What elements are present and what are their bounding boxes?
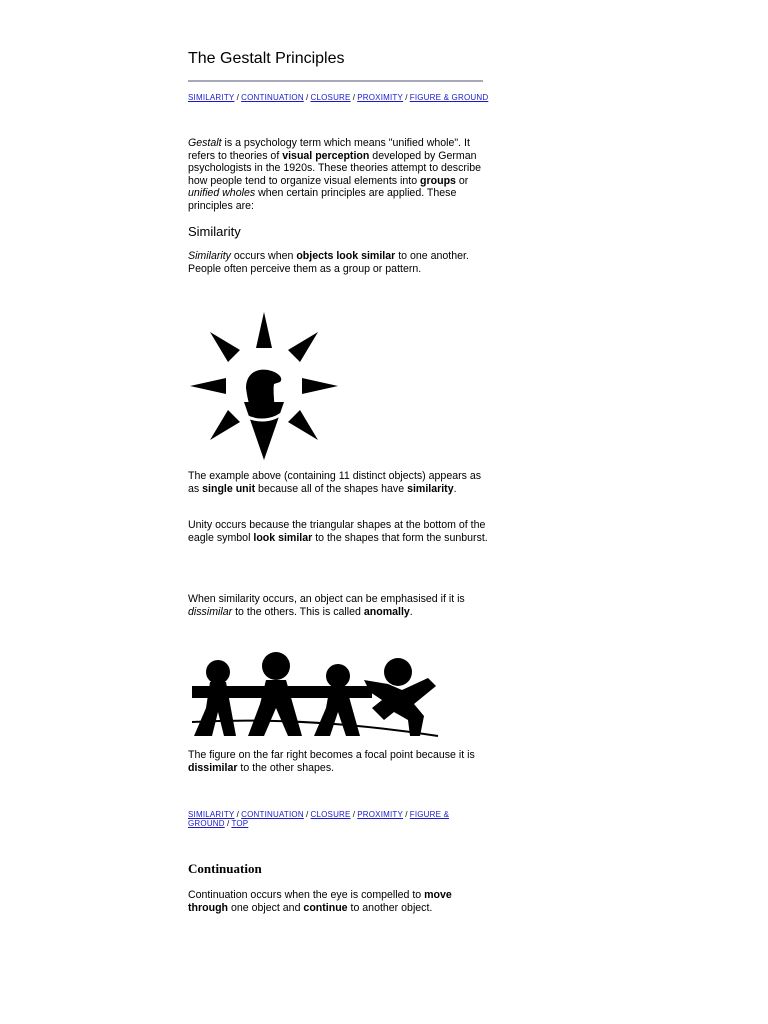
nav-link-figure-ground[interactable]: FIGURE & GROUND [188,810,450,828]
similarity-paragraph-4: When similarity occurs, an object can be emphasised if it is dissimilar to the others. This is called anomally. [188,593,465,618]
eagle-sunburst-image [188,310,340,462]
nav-link-continuation[interactable]: CONTINUATION [241,93,304,102]
nav-link-top[interactable]: TOP [231,819,249,828]
heading-similarity: Similarity [188,224,241,239]
nav-link-figure-ground[interactable]: FIGURE & GROUND [409,93,489,102]
heading-continuation: Continuation [188,861,262,876]
similarity-paragraph-1: Similarity occurs when objects look similar to one another. People often perceive them as a group or pattern. [188,250,469,275]
section-nav-top: SIMILARITY / CONTINUATION / CLOSURE / PROXIMITY / FIGURE & GROUND [188,93,489,102]
nav-link-closure[interactable]: CLOSURE [310,810,351,819]
title-divider [188,80,483,82]
nav-link-similarity[interactable]: SIMILARITY [188,810,235,819]
nav-link-closure[interactable]: CLOSURE [310,93,351,102]
similarity-paragraph-2: The example above (containing 11 distinct objects) appears as as single unit because all of the shapes have similarity. [188,470,482,495]
continuation-paragraph-1: Continuation occurs when the eye is compelled to move through one object and continue to another object. [188,889,452,914]
section-nav-bottom: SIMILARITY / CONTINUATION / CLOSURE / PROXIMITY / FIGURE & GROUND / TOP [188,810,450,828]
similarity-paragraph-5: The figure on the far right becomes a focal point because it is dissimilar to the other shapes. [188,749,475,774]
nav-link-similarity[interactable]: SIMILARITY [188,93,235,102]
people-figures-image [188,650,443,742]
similarity-paragraph-3: Unity occurs because the triangular shapes at the bottom of the eagle symbol look similar to the shapes that form the sunburst. [188,519,488,544]
nav-link-proximity[interactable]: PROXIMITY [357,93,404,102]
intro-paragraph: Gestalt is a psychology term which means "unified whole". It refers to theories of visual perception developed by German psychologists in the 1920s. These theories attempt to describe how people tend to organize visual elements into groups or unified wholes when certain principles are applied. These principles are: [188,137,482,212]
nav-link-proximity[interactable]: PROXIMITY [357,810,404,819]
page-title: The Gestalt Principles [188,50,345,67]
nav-link-continuation[interactable]: CONTINUATION [241,810,304,819]
